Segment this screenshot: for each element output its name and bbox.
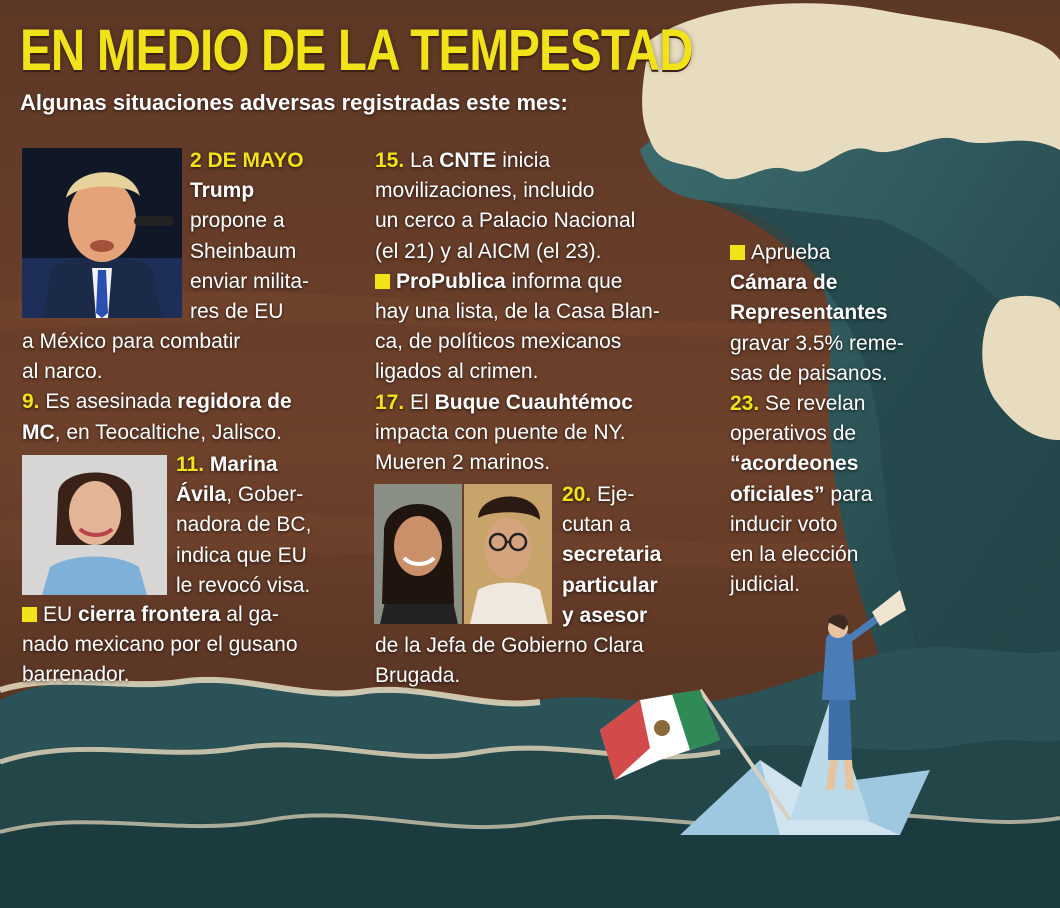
- event-trump-line: res de EU: [190, 300, 284, 324]
- event-date-may-2: 2 DE MAYO: [190, 149, 304, 172]
- square-bullet-icon: [730, 245, 745, 260]
- column-2-event-20: 20. Eje- cutan a secretaria particular y asesor: [562, 483, 662, 627]
- column-1-lower: a México para combatir al narco. 9. Es asesinada regidora de MC, en Teocaltiche, Jalisco.: [22, 327, 292, 448]
- event-trump-line: a México para combatir: [22, 330, 241, 353]
- event-day-11: 11.: [176, 453, 205, 476]
- column-1: [190, 146, 309, 327]
- event-9: 9. Es asesinada regidora de: [22, 390, 292, 414]
- event-day-9: 9.: [22, 390, 40, 414]
- column-1-event-frontera: EU cierra frontera al ga- nado mexicano por el gusano barrenador.: [22, 603, 298, 687]
- event-day-23: 23.: [730, 392, 760, 416]
- event-trump-line: propone a: [190, 209, 285, 233]
- photo-trump: [22, 148, 182, 318]
- main-title: EN MEDIO DE LA TEMPESTAD: [20, 18, 693, 83]
- event-trump-line: Sheinbaum: [190, 239, 297, 263]
- column-2-event-20-tail: de la Jefa de Gobierno Clara Brugada.: [375, 634, 644, 688]
- photo-marina-avila: [22, 455, 167, 595]
- event-trump-line: al narco.: [22, 360, 103, 384]
- event-trump-name: Trump: [190, 179, 255, 203]
- photo-secretaria: [374, 484, 462, 624]
- subtitle: Algunas situaciones adversas registradas este mes:: [20, 90, 568, 115]
- square-bullet-icon: [375, 274, 390, 289]
- event-trump-line: enviar milita-: [190, 269, 310, 293]
- square-bullet-icon: [22, 607, 37, 622]
- column-1-event-11: 11. Marina Ávila, Gober- nadora de BC, indica que EU le revocó visa.: [176, 453, 312, 597]
- photo-asesor: [464, 484, 552, 624]
- column-2: 15. La CNTE inicia movilizaciones, incluido un cerco a Palacio Nacional (el 21) y al AICM (el 23). ProPublica informa que hay una lista, de la Casa Blan- ca, de políticos mexicanos ligados al crimen. 17. El Buque Cuauhtémoc impacta con puente de NY. Mueren 2 marinos.: [375, 149, 660, 475]
- column-3: Aprueba Cámara de Representantes gravar 3.5% reme- sas de paisanos. 23. Se revelan operativos de “acordeones oficiales” para inducir voto en la elección judicial.: [730, 241, 904, 597]
- event-day-15: 15.: [375, 149, 405, 172]
- event-day-17: 17.: [375, 390, 405, 414]
- event-day-20: 20.: [562, 483, 592, 506]
